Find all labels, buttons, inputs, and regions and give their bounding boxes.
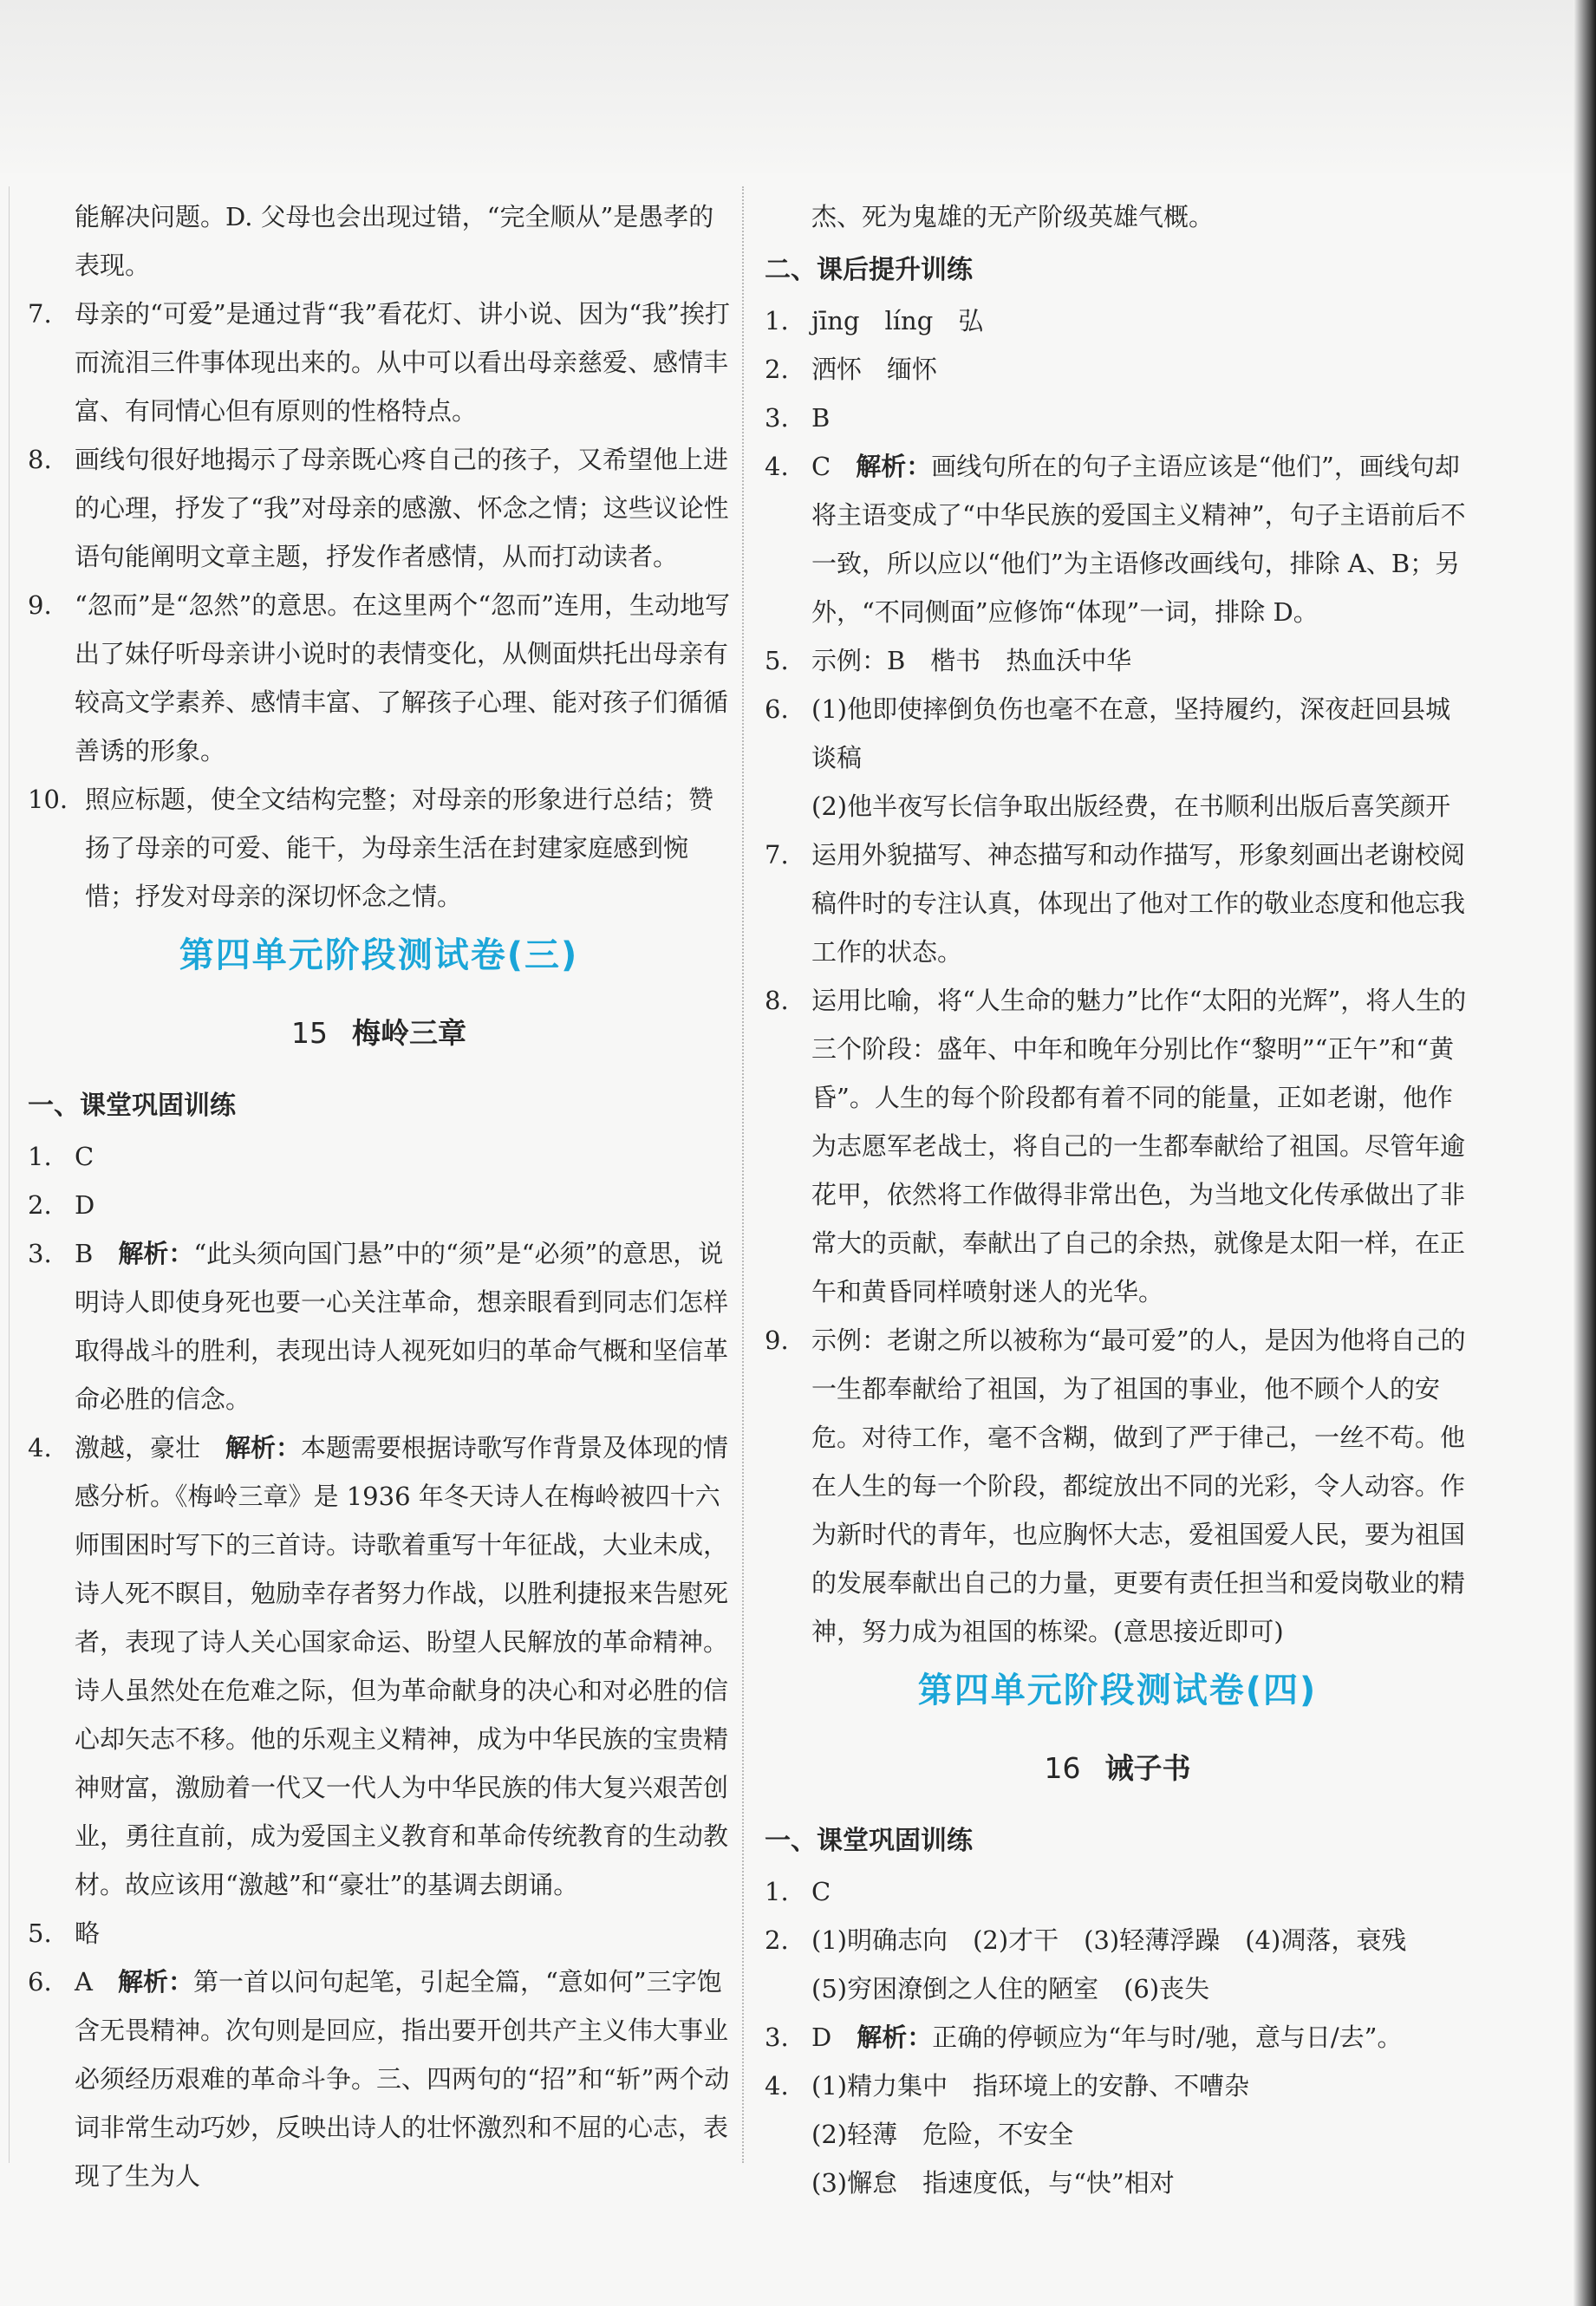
answer-number: 4. (765, 2071, 789, 2101)
answer-text: 杰、死为鬼雄的无产阶级英雄气概。 (811, 202, 1215, 231)
answer-number: 9. (28, 590, 52, 620)
answer-item-5 (765, 636, 1470, 685)
answer-text: 运用外貌描写、神态描写和动作描写，形象刻画出老谢校阅稿件时的专注认真，体现出了他对工作的敬业态度和他忘我工作的状态。 (811, 840, 1466, 967)
analysis-label: 解析： (225, 1433, 302, 1462)
answer-number: 3. (765, 2023, 789, 2052)
answer-number: 2. (28, 1190, 52, 1220)
answer-subline: (3)懈怠 指速度低，与“快”相对 (811, 2168, 1175, 2198)
answer-subline: (2)轻薄 危险，不安全 (811, 2120, 1074, 2149)
column-divider (742, 186, 744, 2163)
answer-item-3 (765, 394, 1470, 442)
answer-number: 3. (28, 1239, 52, 1268)
answer-text: 洒怀 缅怀 (811, 355, 938, 384)
unit-title: 第四单元阶段测试卷(四) (917, 1671, 1318, 1710)
answer-subline: (2)他半夜写长信争取出版经费，在书顺利出版后喜笑颜开 (811, 791, 1451, 821)
answer-item-7 (765, 831, 1470, 976)
analysis-text: 画线句所在的句子主语应该是“他们”，画线句却将主语变成了“中华民族的爱国主义精神”，句子主语前后不一致，所以应以“他们”为主语修改画线句，排除 A、B；另外，“不同侧面”应修饰“体现”一词，排除 D。 (811, 452, 1466, 627)
lesson-number: 15 (291, 1016, 328, 1050)
lesson-number: 16 (1044, 1751, 1081, 1785)
answer-text: B (811, 403, 831, 433)
analysis-label: 解析： (857, 2023, 933, 2052)
section-title: 一、课堂巩固训练 (765, 1826, 973, 1856)
answer-text: “忽而”是“忽然”的意思。在这里两个“忽而”连用，生动地写出了妹仔听母亲讲小说时的表情变化，从侧面烘托出母亲有较高文学素养、感情丰富、了解孩子心理、能对孩子们循循善诱的形象。 (75, 590, 730, 765)
answer-text: (1)精力集中 指环境上的安静、不嘈杂 (811, 2071, 1250, 2101)
answer-text: jīng líng 弘 (811, 306, 984, 335)
left-column (28, 192, 730, 2200)
answer-number: 5. (28, 1918, 52, 1948)
answer-item-4 (765, 442, 1470, 636)
answer-text: D (75, 1190, 95, 1220)
answer-number: 7. (765, 840, 789, 870)
answer-number: 2. (765, 1925, 789, 1955)
answer-text: (1)明确志向 (2)才干 (3)轻薄浮躁 (4)凋落，衰残 (811, 1925, 1407, 1955)
answer-item-7 (28, 290, 730, 435)
answer-choice: 激越，豪壮 (75, 1433, 201, 1462)
answer-item-6 (765, 685, 1470, 782)
answer-item-1 (765, 1867, 1470, 1916)
answer-choice: A (75, 1967, 93, 1997)
answer-choice: D (811, 2023, 832, 2052)
answer-text: 母亲的“可爱”是通过背“我”看花灯、讲小说、因为“我”挨打而流泪三件事体现出来的。从中可以看出母亲慈爱、感情丰富、有同情心但有原则的性格特点。 (75, 299, 730, 426)
answer-choice: C (811, 452, 831, 481)
answer-item-5 (28, 1909, 730, 1957)
answer-text: 画线句很好地揭示了母亲既心疼自己的孩子，又希望他上进的心理，抒发了“我”对母亲的感激、怀念之情；这些议论性语句能阐明文章主题，抒发作者感情，从而打动读者。 (75, 445, 729, 571)
answer-item-2 (765, 1916, 1470, 1964)
top-blank-area (0, 0, 1596, 173)
answer-number: 8. (765, 986, 789, 1015)
section-title: 一、课堂巩固训练 (28, 1091, 236, 1121)
answer-text: 示例：B 楷书 热血沃中华 (811, 646, 1132, 675)
analysis-text: 本题需要根据诗歌写作背景及体现的情感分析。《梅岭三章》是 1936 年冬天诗人在梅岭被四十六师围困时写下的三首诗。诗歌着重写十年征战，大业未成，诗人死不瞑目，勉励幸存者努力作战，以胜利捷报来告慰死者，表现了诗人关心国家命运、盼望人民解放的革命精神。诗人虽然处在危难之际，但为革命献身的决心和对必胜的信心却矢志不移。他的乐观主义精神，成为中华民族的宝贵精神财富，激励着一代又一代人为中华民族的伟大复兴艰苦创业，勇往直前，成为爱国主义教育和革命传统教育的生动教材。故应该用“激越”和“豪壮”的基调去朗诵。 (75, 1433, 729, 1899)
lesson-name: 梅岭三章 (352, 1016, 466, 1050)
answer-item-3 (765, 2013, 1470, 2062)
answer-item-9 (765, 1316, 1470, 1656)
answer-item-2 (765, 345, 1470, 394)
answer-item-2 (28, 1181, 730, 1229)
answer-subline: (5)穷困潦倒之人住的陋室 (6)丧失 (811, 1974, 1210, 2003)
answer-number: 5. (765, 646, 789, 675)
answer-item-8 (28, 435, 730, 581)
answer-number: 3. (765, 403, 789, 433)
answer-number: 6. (765, 694, 789, 724)
answer-item-1 (765, 296, 1470, 345)
section-title: 二、课后提升训练 (765, 255, 973, 285)
analysis-label: 解析： (118, 1239, 194, 1268)
lesson-name: 诫子书 (1104, 1751, 1191, 1785)
answer-item-10 (28, 775, 730, 921)
answer-text: 运用比喻，将“人生命的魅力”比作“太阳的光辉”，将人生的三个阶段：盛年、中年和晚年分别比作“黎明”“正午”和“黄昏”。人生的每个阶段都有着不同的能量，正如老谢，他作为志愿军老战士，将自己的一生都奉献给了祖国。尽管年逾花甲，依然将工作做得非常出色，为当地文化传承做出了非常大的贡献，奉献出了自己的余热，就像是太阳一样，在正午和黄昏同样喷射迷人的光华。 (811, 986, 1467, 1306)
answer-number: 7. (28, 299, 52, 329)
answer-text: (1)他即使摔倒负伤也毫不在意，坚持履约，深夜赶回县城谈稿 (811, 694, 1451, 772)
answer-item-1 (28, 1132, 730, 1181)
answer-number: 2. (765, 355, 789, 384)
answer-item-8 (765, 976, 1470, 1316)
answer-number: 8. (28, 445, 52, 474)
answer-number: 6. (28, 1967, 52, 1997)
answer-item-3 (28, 1229, 730, 1423)
answer-text: 略 (75, 1918, 101, 1948)
answer-number: 1. (765, 1877, 789, 1906)
analysis-text: 正确的停顿应为“年与时/驰，意与日/去”。 (932, 2023, 1403, 2052)
answer-text: C (811, 1877, 831, 1906)
right-column (765, 192, 1470, 2207)
page-edge-shadow (1573, 0, 1596, 2306)
lesson-title (28, 990, 730, 1077)
answer-text: C (75, 1142, 94, 1171)
answer-item-9 (28, 581, 730, 775)
answer-text: 照应标题，使全文结构完整；对母亲的形象进行总结；赞扬了母亲的可爱、能干，为母亲生活在封建家庭感到惋惜；抒发对母亲的深切怀念之情。 (85, 785, 714, 911)
unit-title: 第四单元阶段测试卷(三) (179, 935, 579, 975)
answer-text: 能解决问题。D. 父母也会出现过错，“完全顺从”是愚孝的表现。 (75, 202, 714, 280)
left-margin-line (9, 186, 10, 2163)
answer-number: 1. (765, 306, 789, 335)
answer-choice: B (75, 1239, 94, 1268)
answer-continuation (765, 192, 1470, 241)
analysis-text: 第一首以问句起笔，引起全篇，“意如何”三字饱含无畏精神。次句则是回应，指出要开创共产主义伟大事业必须经历艰难的革命斗争。三、四两句的“招”和“斩”两个动词非常生动巧妙，反映出诗人的壮怀激烈和不屈的心志，表现了生为人 (75, 1967, 730, 2191)
answer-text: 示例：老谢之所以被称为“最可爱”的人，是因为他将自己的一生都奉献给了祖国，为了祖国的事业，他不顾个人的安危。对待工作，毫不含糊，做到了严于律己，一丝不苟。他在人生的每一个阶段，都绽放出不同的光彩，令人动容。作为新时代的青年，也应胸怀大志，爱祖国爱人民，要为祖国的发展奉献出自己的力量，更要有责任担当和爱岗敬业的精神，努力成为祖国的栋梁。(意思接近即可) (811, 1326, 1466, 1646)
answer-continuation (28, 192, 730, 290)
answer-item-4 (28, 1423, 730, 1909)
answer-item-4 (765, 2062, 1470, 2110)
answer-item-6 (28, 1957, 730, 2200)
answer-number: 4. (28, 1433, 52, 1462)
analysis-label: 解析： (117, 1967, 193, 1997)
answer-number: 9. (765, 1326, 789, 1355)
answer-number: 1. (28, 1142, 52, 1171)
answer-number: 10. (28, 785, 68, 814)
answer-number: 4. (765, 452, 789, 481)
analysis-label: 解析： (856, 452, 932, 481)
analysis-text: “此头须向国门悬”中的“须”是“必须”的意思，说明诗人即使身死也要一心关注革命，想亲眼看到同志们怎样取得战斗的胜利，表现出诗人视死如归的革命气概和坚信革命必胜的信念。 (75, 1239, 729, 1414)
lesson-title (765, 1725, 1470, 1812)
